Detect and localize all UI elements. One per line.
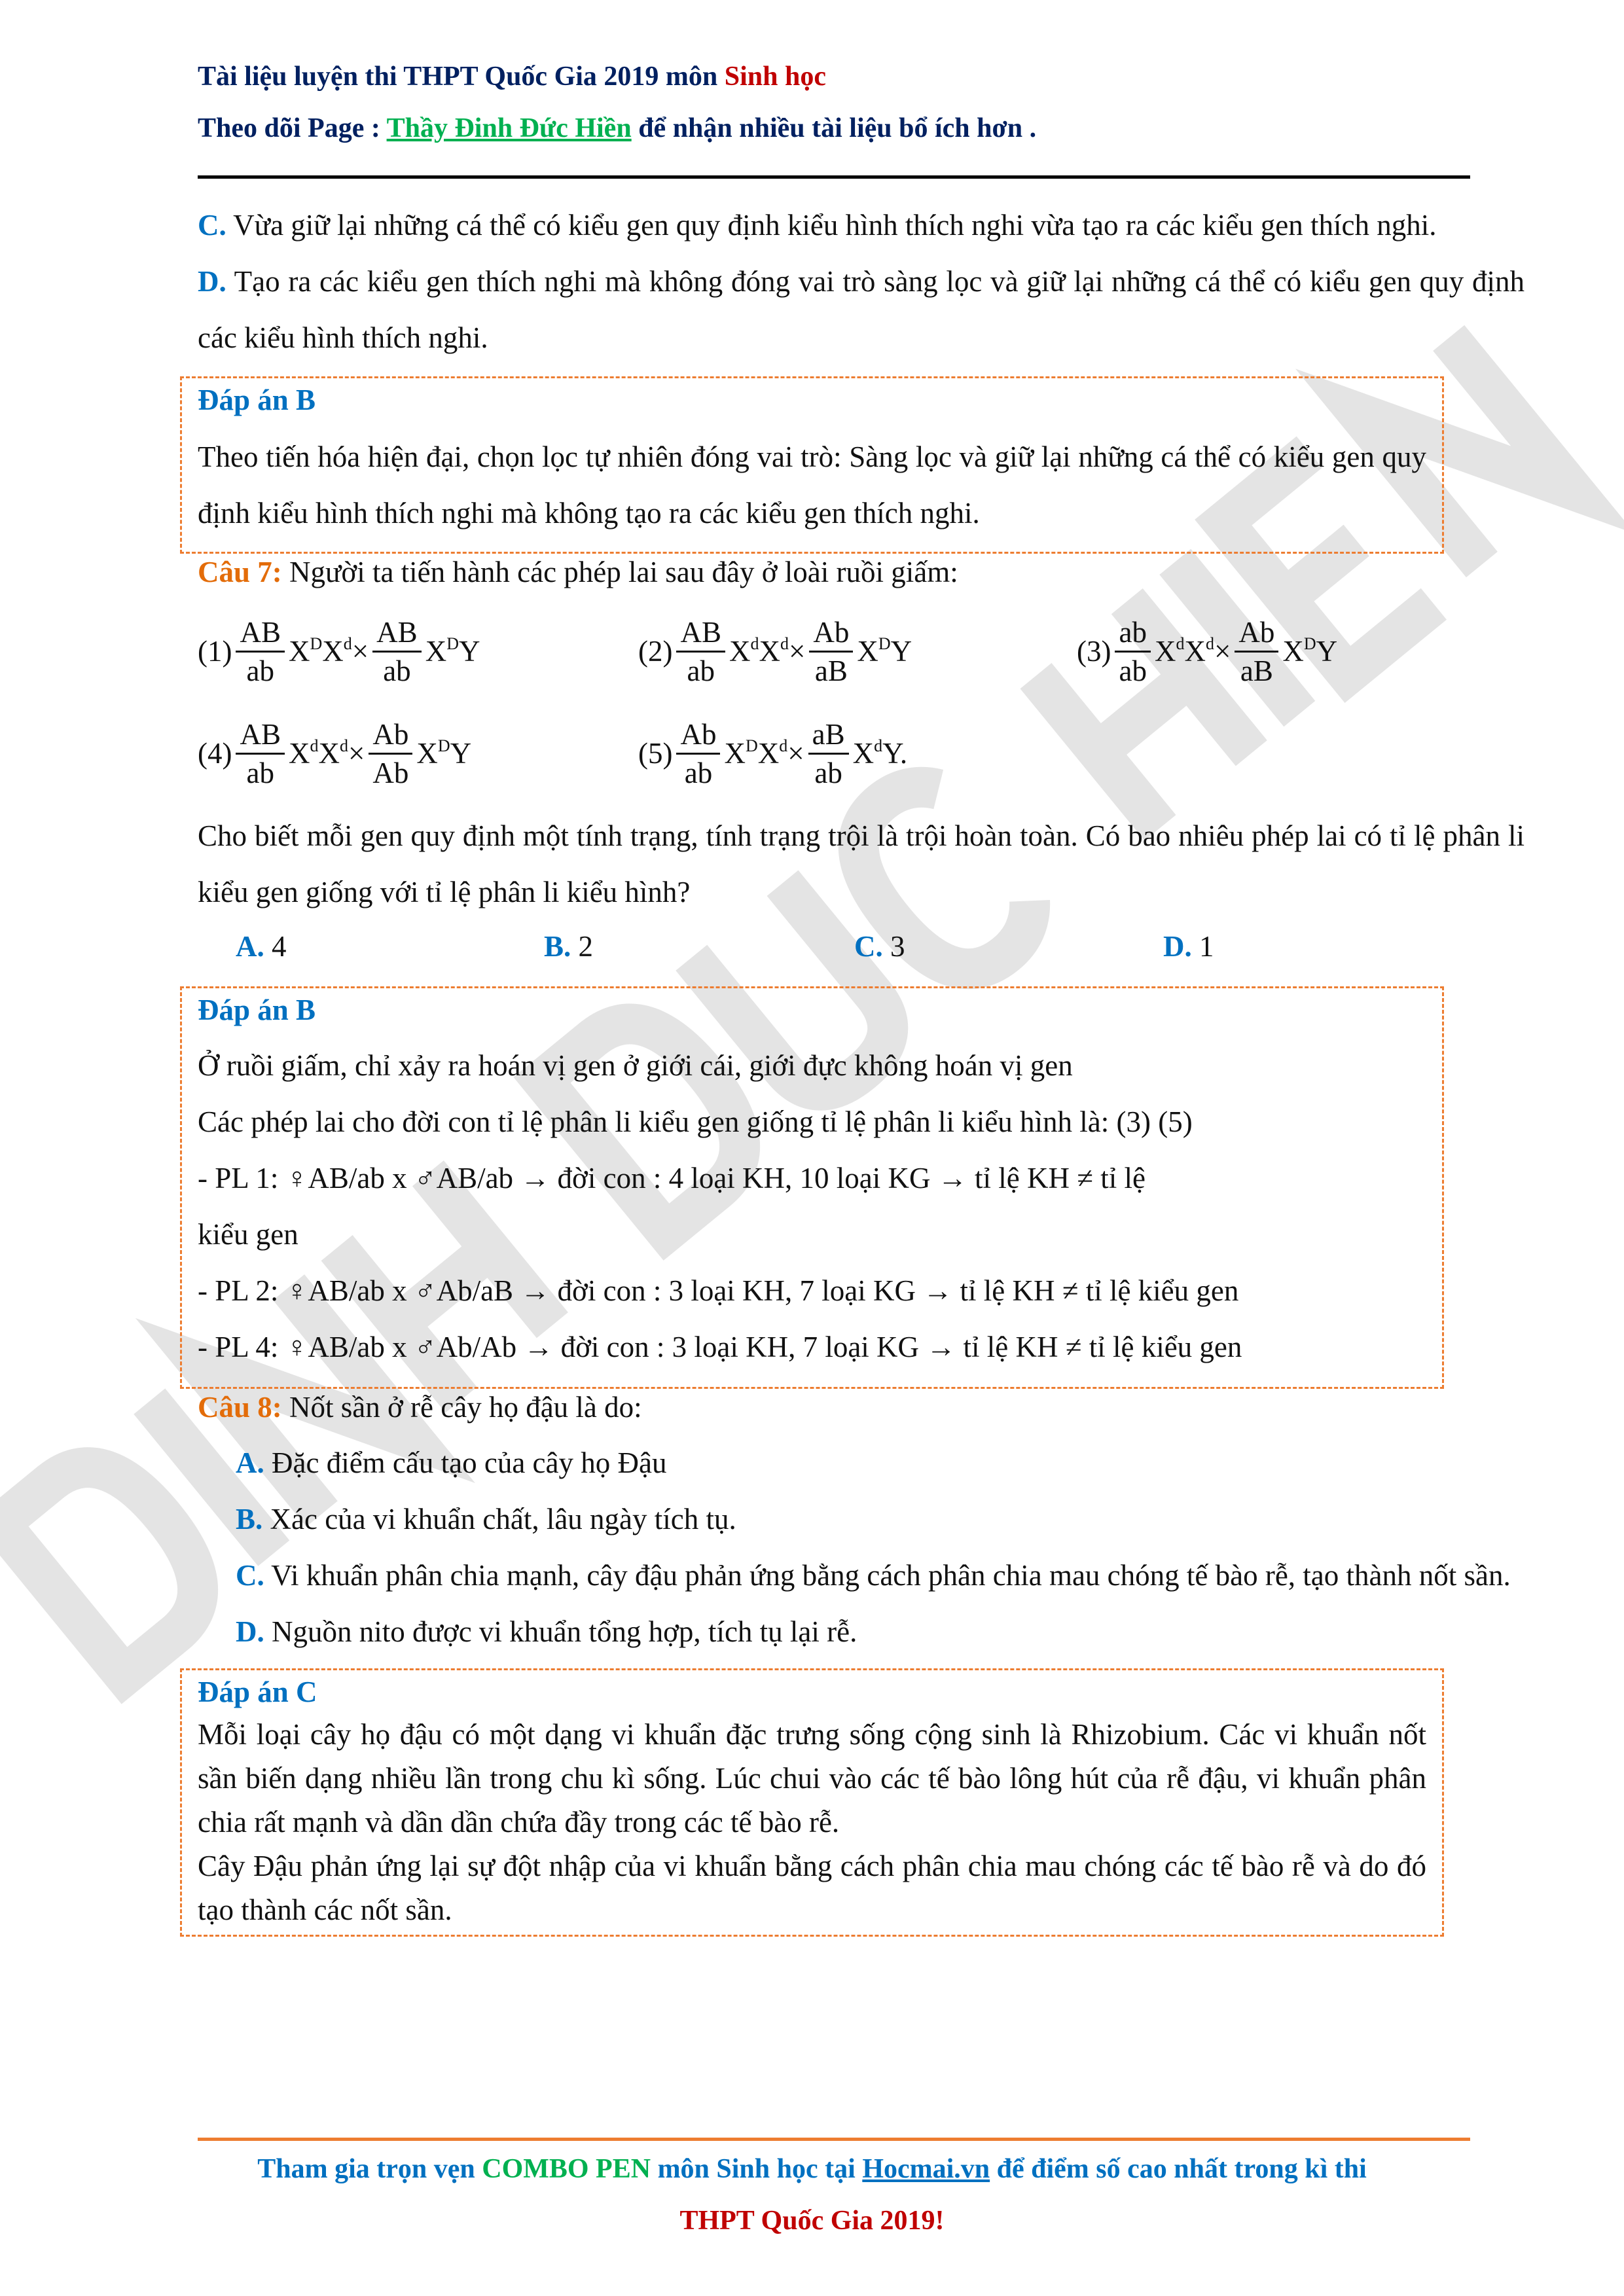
footer-line-1: Tham gia trọn vẹn COMBO PEN môn Sinh học tại Hocmai.vn để điểm số cao nhất trong kì thi	[257, 2154, 1367, 2184]
q7-option-a[interactable]	[236, 928, 287, 965]
option-value: 1	[1191, 930, 1214, 963]
genotype-fraction	[369, 716, 412, 791]
page-link[interactable]: Thầy Đinh Đức Hiền	[386, 113, 632, 143]
genotype-fraction	[809, 614, 853, 689]
numerator: Ab	[676, 716, 720, 755]
genotype-fraction	[808, 716, 849, 791]
numerator: Ab	[809, 614, 853, 653]
times-sign: ×	[348, 737, 365, 770]
numerator: Ab	[369, 716, 412, 755]
q8-option-c[interactable]: C. Vi khuẩn phân chia mạnh, cây đậu phản ứng bằng cách phân chia mau chóng tế bào rễ, tạo thành nốt sần.	[236, 1559, 1511, 1592]
footer-line-2: THPT Quốc Gia 2019!	[679, 2206, 945, 2236]
crosses-row-1	[198, 605, 1525, 697]
times-sign: ×	[789, 635, 806, 668]
allele: D	[878, 634, 891, 653]
answer-box-q8	[180, 1668, 1444, 1937]
answer-line: Ở ruồi giấm, chỉ xảy ra hoán vị gen ở giới cái, giới đực không hoán vị gen	[198, 1049, 1073, 1082]
numerator: aB	[808, 716, 849, 755]
numerator: AB	[676, 614, 725, 653]
denominator: aB	[814, 654, 848, 687]
q7-stem: Cho biết mỗi gen quy định một tính trạng, tính trạng trội là trội hoàn toàn. Có bao nhiêu phép lai có tỉ lệ phân li kiểu gen giống với tỉ lệ phân li kiểu hình?	[198, 819, 1525, 908]
numerator: AB	[236, 614, 285, 653]
denominator: ab	[684, 756, 713, 789]
q6-option-d: D. Tạo ra các kiểu gen thích nghi mà không đóng vai trò sàng lọc và giữ lại những cá thể có kiểu gen quy định các kiểu hình thích nghi.	[198, 265, 1525, 354]
xy-chromosomes: $X^DY$	[1282, 634, 1338, 668]
allele: d	[343, 634, 352, 653]
answer-line: - PL 1: ♀AB/ab x ♂AB/ab → đời con : 4 loại KH, 10 loại KG → tỉ lệ KH ≠ tỉ lệ	[198, 1162, 1146, 1194]
allele: d	[340, 736, 348, 755]
x-chromosomes: $X^DX^d$	[289, 634, 352, 668]
allele: D	[1303, 634, 1316, 653]
numerator: AB	[236, 716, 285, 755]
q8-option-b[interactable]: B. Xác của vi khuẩn chất, lâu ngày tích tụ.	[236, 1503, 736, 1535]
denominator: aB	[1240, 654, 1273, 687]
genotype-fraction	[372, 614, 422, 689]
allele: d	[310, 736, 319, 755]
xy-chromosomes: $X^DY$	[425, 634, 480, 668]
answer-box-q6	[180, 376, 1444, 554]
allele: d	[1176, 634, 1185, 653]
cross-index: (5)	[638, 737, 673, 770]
crosses-row-2	[198, 708, 1525, 799]
cross-index: (3)	[1077, 635, 1111, 668]
genotype-fraction	[676, 716, 720, 791]
answer-title: Đáp án B	[198, 384, 316, 416]
denominator: ab	[246, 654, 274, 687]
option-letter: D.	[1163, 930, 1192, 963]
genotype-fraction	[1235, 614, 1278, 689]
main-content	[180, 197, 1525, 1937]
footer-divider	[198, 2138, 1470, 2141]
header-title: Tài liệu luyện thi THPT Quốc Gia 2019 môn Sinh học	[198, 62, 826, 92]
q7-answer-lines	[198, 1037, 1426, 1375]
q7-option-b[interactable]	[544, 928, 593, 965]
denominator: ab	[246, 756, 274, 789]
option-value: 3	[882, 930, 905, 963]
cross-1	[198, 605, 480, 697]
denominator: Ab	[372, 756, 409, 789]
allele: d	[1205, 634, 1214, 653]
genotype-fraction	[1115, 614, 1150, 689]
question-7: Câu 7: Người ta tiến hành các phép lai sau đây ở loài ruồi giấm:	[198, 556, 958, 588]
xy-chromosomes: $X^DY$	[857, 634, 912, 668]
times-sign: ×	[352, 635, 369, 668]
denominator: ab	[687, 654, 715, 687]
genotype-fraction	[676, 614, 725, 689]
denominator: ab	[383, 654, 411, 687]
q7-option-d[interactable]	[1163, 928, 1214, 965]
x-chromosomes: $X^dX^d$	[729, 634, 789, 668]
answer-line: - PL 4: ♀AB/ab x ♂Ab/Ab → đời con : 3 loại KH, 7 loại KG → tỉ lệ KH ≠ tỉ lệ kiểu gen	[198, 1331, 1242, 1363]
q7-option-c[interactable]	[854, 928, 905, 965]
denominator: ab	[814, 756, 842, 789]
hocmai-link[interactable]: Hocmai.vn	[862, 2154, 990, 2184]
allele: d	[780, 634, 789, 653]
cross-index: (1)	[198, 635, 232, 668]
cross-4	[198, 708, 471, 799]
allele: D	[310, 634, 323, 653]
answer-box-q7	[180, 986, 1444, 1389]
option-letter: B.	[544, 930, 571, 963]
q6-option-c: C. Vừa giữ lại những cá thể có kiểu gen quy định kiểu hình thích nghi vừa tạo ra các kiểu gen thích nghi.	[198, 209, 1437, 242]
cross-index: (2)	[638, 635, 673, 668]
numerator: Ab	[1235, 614, 1278, 653]
allele: D	[437, 736, 450, 755]
allele: d	[779, 736, 788, 755]
header-divider	[198, 175, 1470, 179]
xy-chromosomes: $X^dY$.	[852, 736, 908, 770]
genotype-fraction	[236, 716, 285, 791]
answer-title: Đáp án C	[198, 1676, 317, 1708]
allele: D	[745, 736, 758, 755]
q8-option-c-cont: thành nốt sần.	[1346, 1559, 1511, 1592]
option-letter: A.	[236, 930, 264, 963]
answer-line: kiểu gen	[198, 1218, 298, 1251]
answer-line: - PL 2: ♀AB/ab x ♂Ab/aB → đời con : 3 loại KH, 7 loại KG → tỉ lệ KH ≠ tỉ lệ kiểu gen	[198, 1274, 1239, 1307]
xy-chromosomes: $X^DY$	[416, 736, 472, 770]
x-chromosomes: $X^dX^d$	[289, 736, 348, 770]
allele: D	[446, 634, 459, 653]
answer-line: Các phép lai cho đời con tỉ lệ phân li kiểu gen giống tỉ lệ phân li kiểu hình là: (3) (5)	[198, 1105, 1193, 1138]
answer-text: Theo tiến hóa hiện đại, chọn lọc tự nhiên đóng vai trò: Sàng lọc và giữ lại những cá thể có kiểu gen quy định kiểu hình thích nghi mà không tạo ra các kiểu gen thích nghi.	[198, 440, 1426, 529]
answer-p1: Mỗi loại cây họ đậu có một dạng vi khuẩn đặc trưng sống cộng sinh là Rhizobium. Các vi khuẩn nốt sần biến dạng nhiều lần trong chu kì sống. Lúc chui vào các tế bào lông hút của rễ đậu, vi khuẩn phân chia rất mạnh và dần dần chứa đầy trong các tế bào rễ.	[198, 1718, 1426, 1839]
allele: d	[874, 736, 883, 755]
denominator: ab	[1119, 654, 1147, 687]
answer-p2: Cây Đậu phản ứng lại sự đột nhập của vi khuẩn bằng cách phân chia mau chóng các tế bào rễ và do đó tạo thành các nốt sần.	[198, 1850, 1426, 1926]
option-value: 2	[571, 930, 594, 963]
allele: d	[750, 634, 759, 653]
times-sign: ×	[787, 737, 804, 770]
q8-options	[180, 1435, 1525, 1660]
q8-option-d[interactable]: D. Nguồn nito được vi khuẩn tổng hợp, tích tụ lại rễ.	[236, 1615, 857, 1648]
cross-index: (4)	[198, 737, 232, 770]
option-letter: C.	[854, 930, 883, 963]
x-chromosomes: $X^DX^d$	[724, 736, 788, 770]
cross-5	[638, 708, 907, 799]
question-8: Câu 8: Nốt sần ở rễ cây họ đậu là do:	[198, 1391, 642, 1424]
header-follow: Theo dõi Page : Thầy Đinh Đức Hiền để nhận nhiều tài liệu bổ ích hơn .	[198, 113, 1037, 143]
numerator: AB	[372, 614, 422, 653]
option-value: 4	[264, 930, 287, 963]
times-sign: ×	[1214, 635, 1231, 668]
genotype-fraction	[236, 614, 285, 689]
cross-3	[1077, 605, 1337, 697]
numerator: ab	[1115, 614, 1150, 653]
answer-title: Đáp án B	[198, 994, 316, 1026]
cross-2	[638, 605, 912, 697]
q7-options	[198, 928, 1525, 965]
q8-option-a[interactable]: A. Đặc điểm cấu tạo của cây họ Đậu	[236, 1446, 667, 1479]
x-chromosomes: $X^dX^d$	[1154, 634, 1214, 668]
